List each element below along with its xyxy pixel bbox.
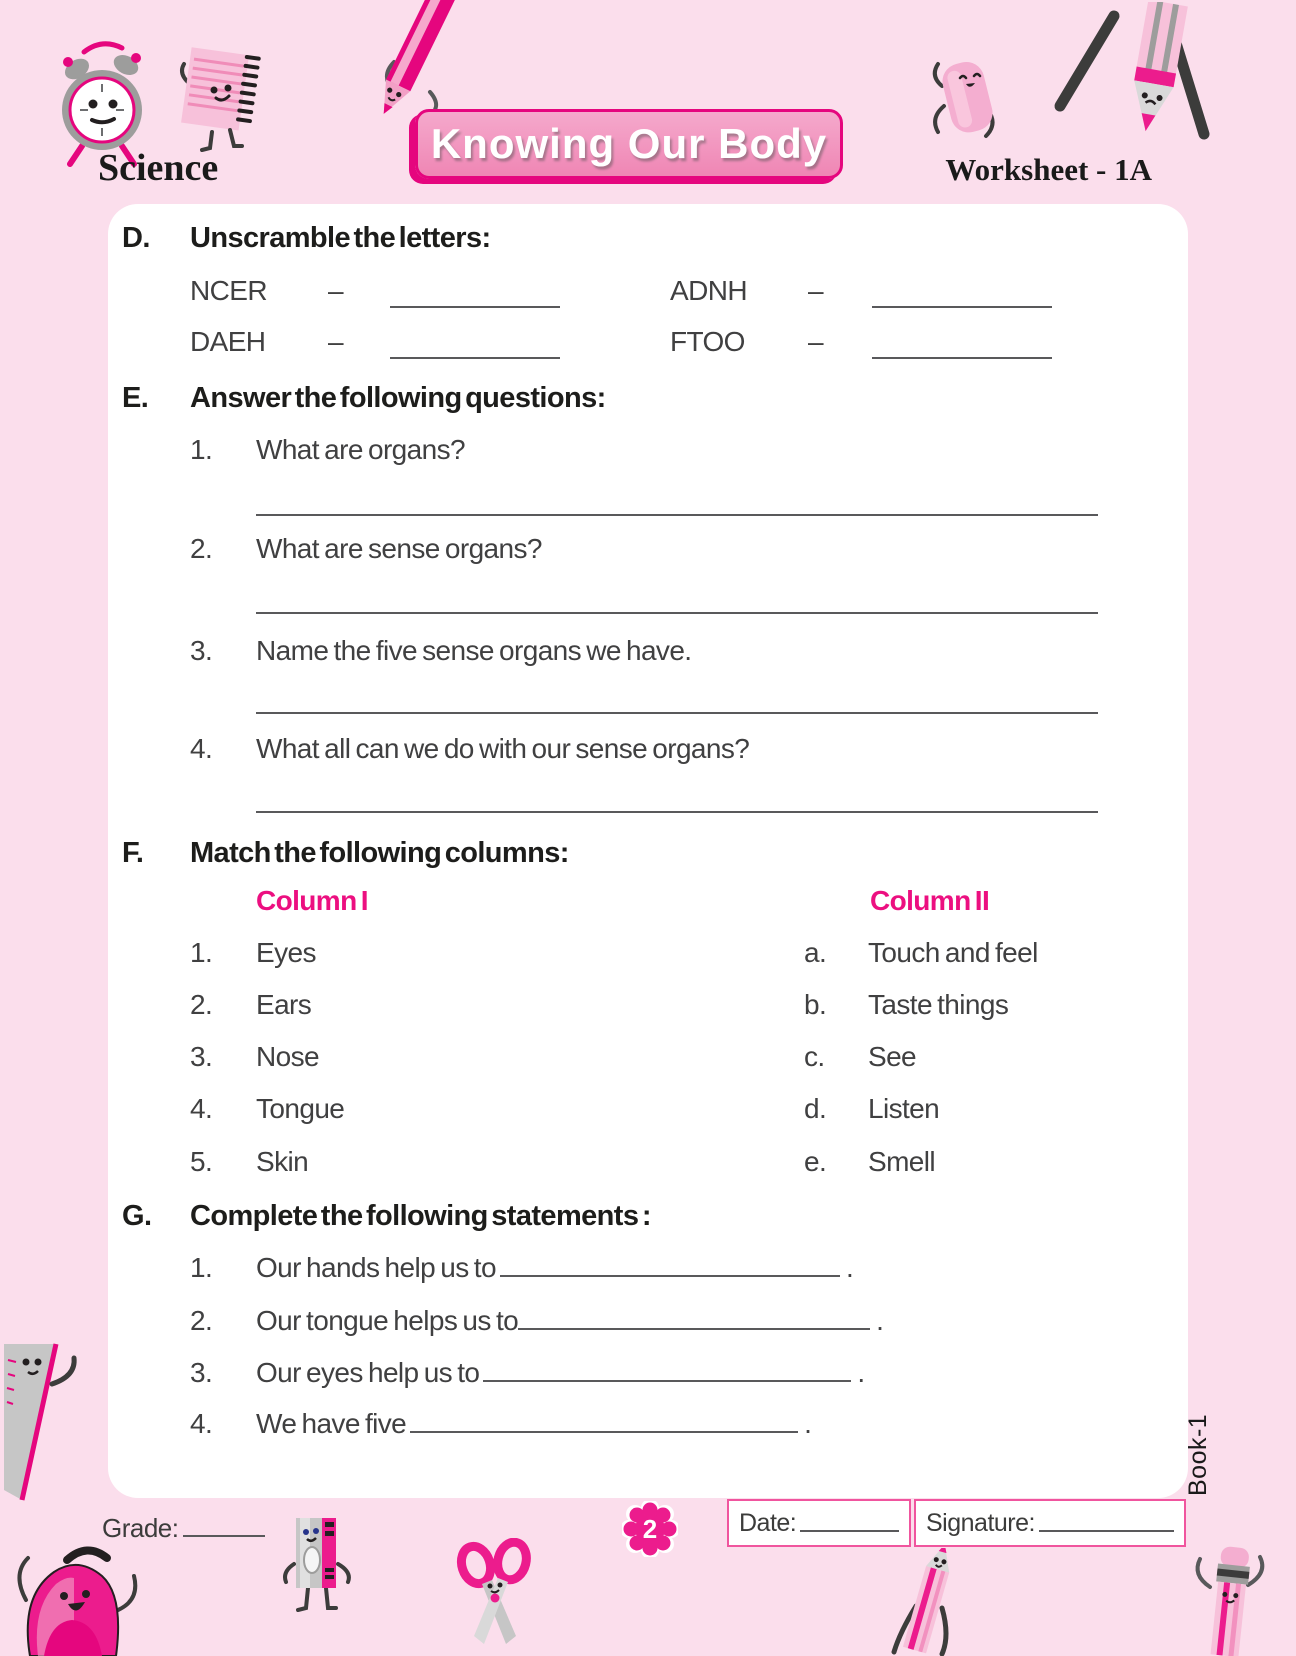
match-item[interactable]: Tongue <box>256 1093 345 1124</box>
date-label: Date: <box>739 1508 797 1537</box>
match-item[interactable]: Smell <box>868 1146 936 1177</box>
statement-row <box>256 1407 811 1441</box>
book-label: Book-1 <box>1184 1413 1212 1496</box>
dash: – <box>808 326 823 357</box>
section-e-letter: E. <box>122 382 149 414</box>
statement-row <box>256 1304 883 1338</box>
match-number: 4. <box>190 1093 213 1124</box>
statement-period: . <box>857 1357 865 1388</box>
statement-row <box>256 1356 865 1390</box>
answer-blank[interactable] <box>410 1411 798 1433</box>
scissors-icon <box>452 1538 540 1656</box>
answer-blank[interactable] <box>390 357 560 359</box>
pencil-duo-icon <box>1052 2 1220 154</box>
statement-number: 4. <box>190 1408 213 1439</box>
pencil-tent-icon <box>880 1548 975 1656</box>
scrambled-word: ADNH <box>670 275 747 306</box>
match-letter: e. <box>804 1146 827 1177</box>
question-number: 1. <box>190 434 213 465</box>
statement-period: . <box>876 1305 884 1336</box>
section-f-heading: Match the following columns: <box>190 837 569 869</box>
match-item[interactable]: Nose <box>256 1041 319 1072</box>
match-item[interactable]: Skin <box>256 1146 309 1177</box>
scrambled-word: NCER <box>190 275 267 306</box>
statement-period: . <box>845 1252 854 1283</box>
match-letter: d. <box>804 1093 827 1124</box>
match-item[interactable]: Eyes <box>256 937 316 968</box>
signature-blank[interactable] <box>1039 1514 1174 1532</box>
section-d-letter: D. <box>122 222 150 254</box>
match-number: 2. <box>190 989 213 1020</box>
section-d-heading: Unscramble the letters: <box>190 222 491 254</box>
question-text: What are sense organs? <box>256 533 542 564</box>
statement-text: Our eyes help us to <box>256 1357 480 1388</box>
statement-period: . <box>804 1408 812 1439</box>
section-e-heading: Answer the following questions: <box>190 382 606 414</box>
column-1-header: Column I <box>256 885 368 916</box>
column-2-header: Column II <box>870 885 990 916</box>
statement-number: 3. <box>190 1357 213 1388</box>
question-text: Name the five sense organs we have. <box>256 635 692 666</box>
statement-text: Our hands help us to <box>256 1252 496 1283</box>
scrambled-word: FTOO <box>670 326 745 357</box>
question-number: 4. <box>190 733 213 764</box>
pencil-wave-icon <box>1188 1543 1276 1656</box>
signature-box <box>914 1499 1186 1547</box>
answer-blank[interactable] <box>483 1360 851 1382</box>
answer-blank[interactable] <box>256 712 1098 714</box>
answer-blank[interactable] <box>256 514 1098 516</box>
scrambled-word: DAEH <box>190 326 266 357</box>
match-number: 5. <box>190 1146 213 1177</box>
answer-blank[interactable] <box>518 1308 870 1330</box>
eraser-icon <box>928 40 1008 155</box>
match-letter: b. <box>804 989 827 1020</box>
backpack-icon <box>12 1538 147 1656</box>
date-box <box>727 1499 911 1547</box>
question-number: 3. <box>190 635 213 666</box>
match-item[interactable]: Ears <box>256 989 312 1020</box>
answer-blank[interactable] <box>500 1255 840 1277</box>
answer-blank[interactable] <box>256 811 1098 813</box>
match-item[interactable]: Listen <box>868 1093 940 1124</box>
match-item[interactable]: Touch and feel <box>868 937 1038 968</box>
title-banner <box>415 109 843 179</box>
section-g-heading: Complete the following statements : <box>190 1200 651 1232</box>
answer-blank[interactable] <box>390 306 560 308</box>
statement-text: We have five <box>256 1408 407 1439</box>
worksheet-label: Worksheet - 1A <box>945 152 1152 187</box>
section-f-letter: F. <box>122 837 144 869</box>
statement-number: 2. <box>190 1305 213 1336</box>
match-letter: a. <box>804 937 827 968</box>
match-item[interactable]: See <box>868 1041 917 1072</box>
page-number-badge <box>622 1501 678 1557</box>
dash: – <box>808 275 823 306</box>
page-title: Knowing Our Body <box>430 120 828 167</box>
dash: – <box>328 326 343 357</box>
answer-blank[interactable] <box>256 612 1098 614</box>
signature-label: Signature: <box>926 1508 1035 1537</box>
grade-label: Grade: <box>102 1513 179 1543</box>
page-number: 2 <box>642 1513 658 1544</box>
question-text: What are organs? <box>256 434 465 465</box>
section-g-letter: G. <box>122 1200 152 1232</box>
grade-blank[interactable] <box>183 1517 265 1537</box>
date-blank[interactable] <box>800 1514 899 1532</box>
notebook-icon <box>178 40 268 160</box>
statement-number: 1. <box>190 1252 213 1283</box>
sharpener-icon <box>282 1512 354 1624</box>
dash: – <box>328 275 343 306</box>
statement-row <box>256 1251 853 1285</box>
match-item[interactable]: Taste things <box>868 989 1009 1020</box>
statement-text: Our tongue helps us to <box>256 1305 519 1336</box>
match-number: 1. <box>190 937 213 968</box>
question-number: 2. <box>190 533 213 564</box>
match-letter: c. <box>804 1041 825 1072</box>
ruler-icon <box>0 1340 85 1540</box>
subject-label: Science <box>98 147 219 189</box>
question-text: What all can we do with our sense organs? <box>256 733 750 764</box>
answer-blank[interactable] <box>872 357 1052 359</box>
match-number: 3. <box>190 1041 213 1072</box>
answer-blank[interactable] <box>872 306 1052 308</box>
